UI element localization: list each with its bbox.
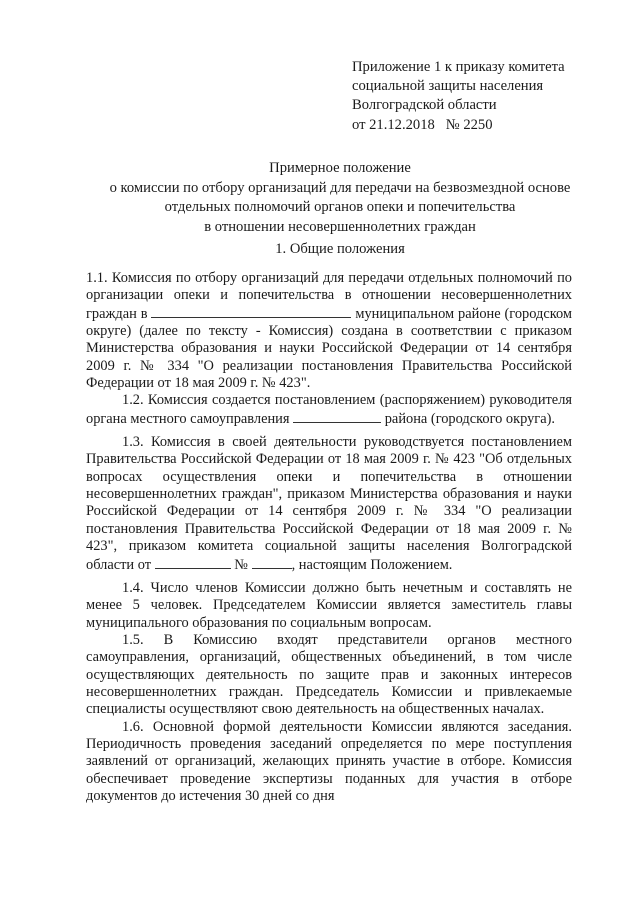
- paragraph-1-1: [86, 270, 572, 392]
- appendix-line-3: Волгоградской области: [352, 97, 497, 114]
- paragraph-1-3-part-a: 1.3. Комиссия в своей деятельности руководствуется постановлением Правительства Российской Федерации от 18 мая 2009 г. № 423 "Об отдельных вопросах осуществления опеки и попечительства в отношении несовершеннолетних граждан", приказом Министерства образования и науки Российской Федерации от 14 сентября 2009 г. № 334 "О реализации постановления Правительства Российской Федерации от 18 мая 2009 г. № 423", приказом комитета социальной защиты населения Волгоградской области от: [86, 434, 572, 573]
- blank-district: [293, 410, 381, 423]
- blank-municipality: [151, 305, 351, 318]
- blank-order-number: [252, 556, 292, 569]
- paragraph-1-1-part-b: муниципальном районе (городском округе) (далее по тексту - Комиссия) создана в соответствии с приказом Министерства образования и науки Российской Федерации от 14 сентября 2009 г. № 334 "О реализации постановления Правительства Российской Федерации от 18 мая 2009 г. № 423".: [86, 305, 572, 392]
- paragraph-1-3: [86, 434, 572, 574]
- appendix-header: [352, 58, 565, 135]
- blank-order-date: [155, 556, 231, 569]
- paragraph-1-1-part-a: 1.1. Комиссия по отбору организаций для передачи отдельных полномочий по организации опеки и попечительства в отношении несовершеннолетних граждан в: [86, 270, 572, 322]
- paragraph-1-2-part-a: 1.2. Комиссия создается постановлением (распоряжением) руководителя органа местного самоуправления: [86, 392, 572, 427]
- title-line-2: о комиссии по отбору организаций для передачи на безвозмездной основе: [109, 179, 571, 196]
- paragraph-1-2-part-b: района (городского округа).: [384, 410, 555, 427]
- document-body: [86, 270, 572, 805]
- paragraph-1-4: 1.4. Число членов Комиссии должно быть нечетным и составлять не менее 5 человек. Председателем Комиссии является заместитель главы муниципального образования по социальным вопросам.: [86, 579, 572, 631]
- document-title: [70, 159, 610, 237]
- paragraph-1-3-number-sign: №: [234, 556, 248, 573]
- paragraph-1-5: 1.5. В Комиссию входят представители органов местного самоуправления, организаций, общественных объединений, в том числе осуществляющих деятельность по защите прав и законных интересов несовершеннолетних граждан. Председатель Комиссии и привлекаемые специалисты осуществляют свою деятельность на общественных началах.: [86, 631, 572, 718]
- paragraph-1-3-part-c: , настоящим Положением.: [291, 556, 453, 573]
- title-line-1: Примерное положение: [269, 160, 411, 176]
- paragraph-1-6: 1.6. Основной формой деятельности Комиссии являются заседания. Периодичность проведения заседаний определяется по мере поступления заявлений от организаций, желающих принять участие в отборе. Комиссия обеспечивает проведение экспертизы поданных для участия в отборе документов до истечения 30 дней со дня: [86, 718, 572, 804]
- section-heading: 1. Общие положения: [275, 241, 405, 257]
- appendix-line-4: от 21.12.2018 № 2250: [352, 116, 493, 133]
- appendix-line-2: социальной защиты населения: [352, 78, 544, 95]
- title-line-4: в отношении несовершеннолетних граждан: [204, 218, 476, 235]
- appendix-line-1: Приложение 1 к приказу комитета: [352, 59, 565, 75]
- paragraph-1-2: [86, 392, 572, 428]
- title-line-3: отдельных полномочий органов опеки и попечительства: [164, 199, 516, 216]
